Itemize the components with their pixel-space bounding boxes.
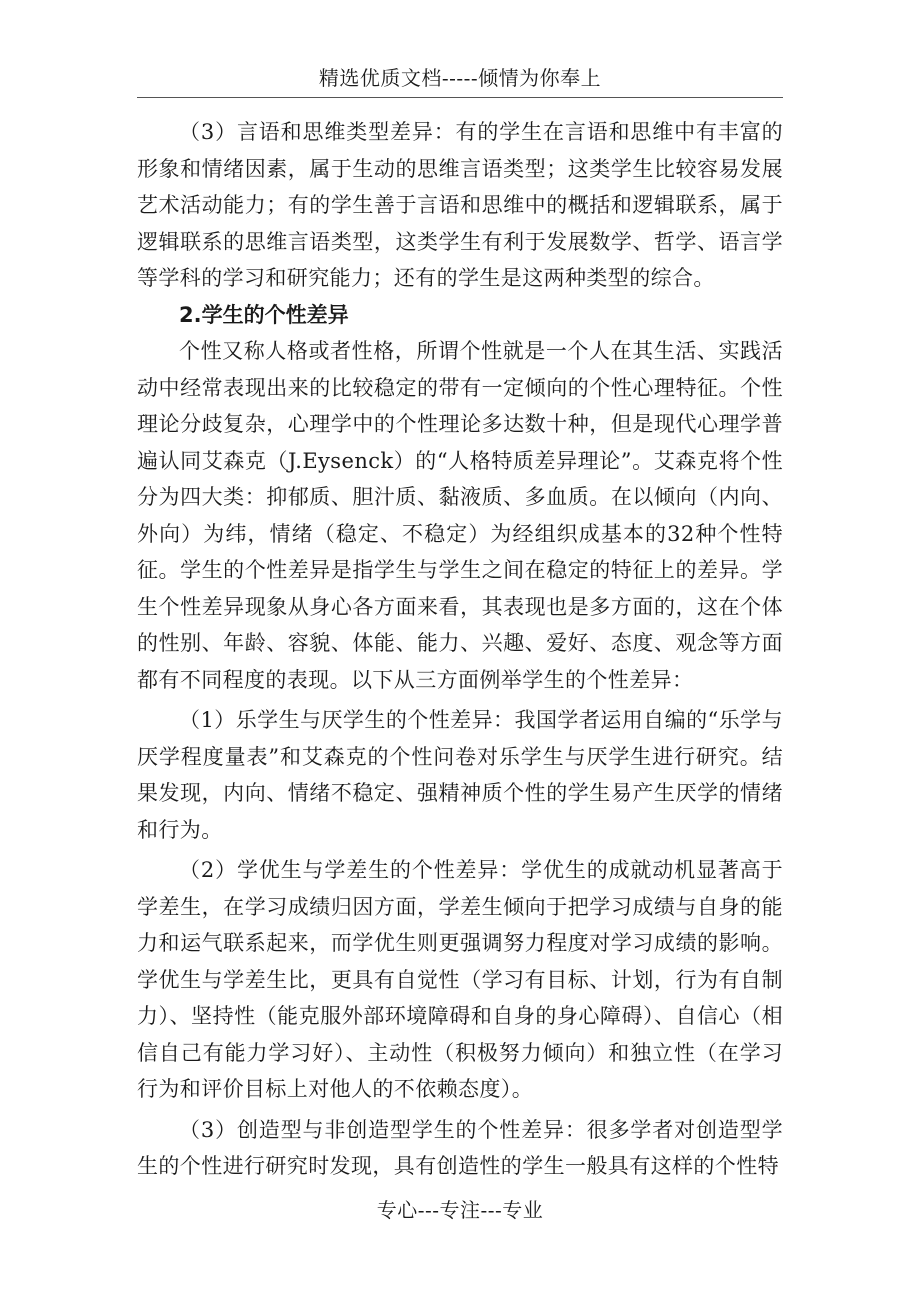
document-body <box>137 114 783 1185</box>
paragraph-personality-definition: 个性又称人格或者性格，所谓个性就是一个人在其生活、实践活动中经常表现出来的比较稳定的带有一定倾向的个性心理特征。个性理论分歧复杂，心理学中的个性理论多达数十种，但是现代心理学普遍认同艾森克（J.Eysenck）的“人格特质差异理论”。艾森克将个性分为四大类：抑郁质、胆汁质、黏液质、多血质。在以倾向（内向、外向）为纬，情绪（稳定、不稳定）为经组织成基本的32种个性特征。学生的个性差异是指学生与学生之间在稳定的特征上的差异。学生个性差异现象从身心各方面来看，其表现也是多方面的，这在个体的性别、年龄、容貌、体能、能力、兴趣、爱好、态度、观念等方面都有不同程度的表现。以下从三方面例举学生的个性差异： <box>137 339 783 692</box>
page-footer: 专心---专注---专业 <box>376 1198 544 1222</box>
paragraph-top-vs-poor-students: （2）学优生与学差生的个性差异：学优生的成就动机显著高于学差生，在学习成绩归因方面，学差生倾向于把学习成绩与自身的能力和运气联系起来，而学优生则更强调努力程度对学习成绩的影响。学优生与学差生比，更具有自觉性（学习有目标、计划，行为有自制力）、坚持性（能克服外部环境障碍和自身的身心障碍）、自信心（相信自己有能力学习好）、主动性（积极努力倾向）和独立性（在学习行为和评价目标上对他人的不依赖态度）。 <box>137 858 783 1101</box>
paragraph-language-thinking-types: （3）言语和思维类型差异：有的学生在言语和思维中有丰富的形象和情绪因素，属于生动的思维言语类型；这类学生比较容易发展艺术活动能力；有的学生善于言语和思维中的概括和逻辑联系，属于逻辑联系的思维言语类型，这类学生有利于发展数学、哲学、语言学等学科的学习和研究能力；还有的学生是这两种类型的综合。 <box>137 120 783 290</box>
page-header: 精选优质文档-----倾情为你奉上 <box>318 66 602 90</box>
header-divider <box>137 97 783 98</box>
section-heading-personality-differences: 2.学生的个性差异 <box>179 302 349 327</box>
paragraph-happy-vs-weary-learners: （1）乐学生与厌学生的个性差异：我国学者运用自编的“乐学与厌学程度量表”和艾森克的个性问卷对乐学生与厌学生进行研究。结果发现，内向、情绪不稳定、强精神质个性的学生易产生厌学的情绪和行为。 <box>137 708 783 842</box>
paragraph-creative-vs-noncreative: （3）创造型与非创造型学生的个性差异：很多学者对创造型学生的个性进行研究时发现，具有创造性的学生一般具有这样的个性特 <box>137 1117 783 1178</box>
